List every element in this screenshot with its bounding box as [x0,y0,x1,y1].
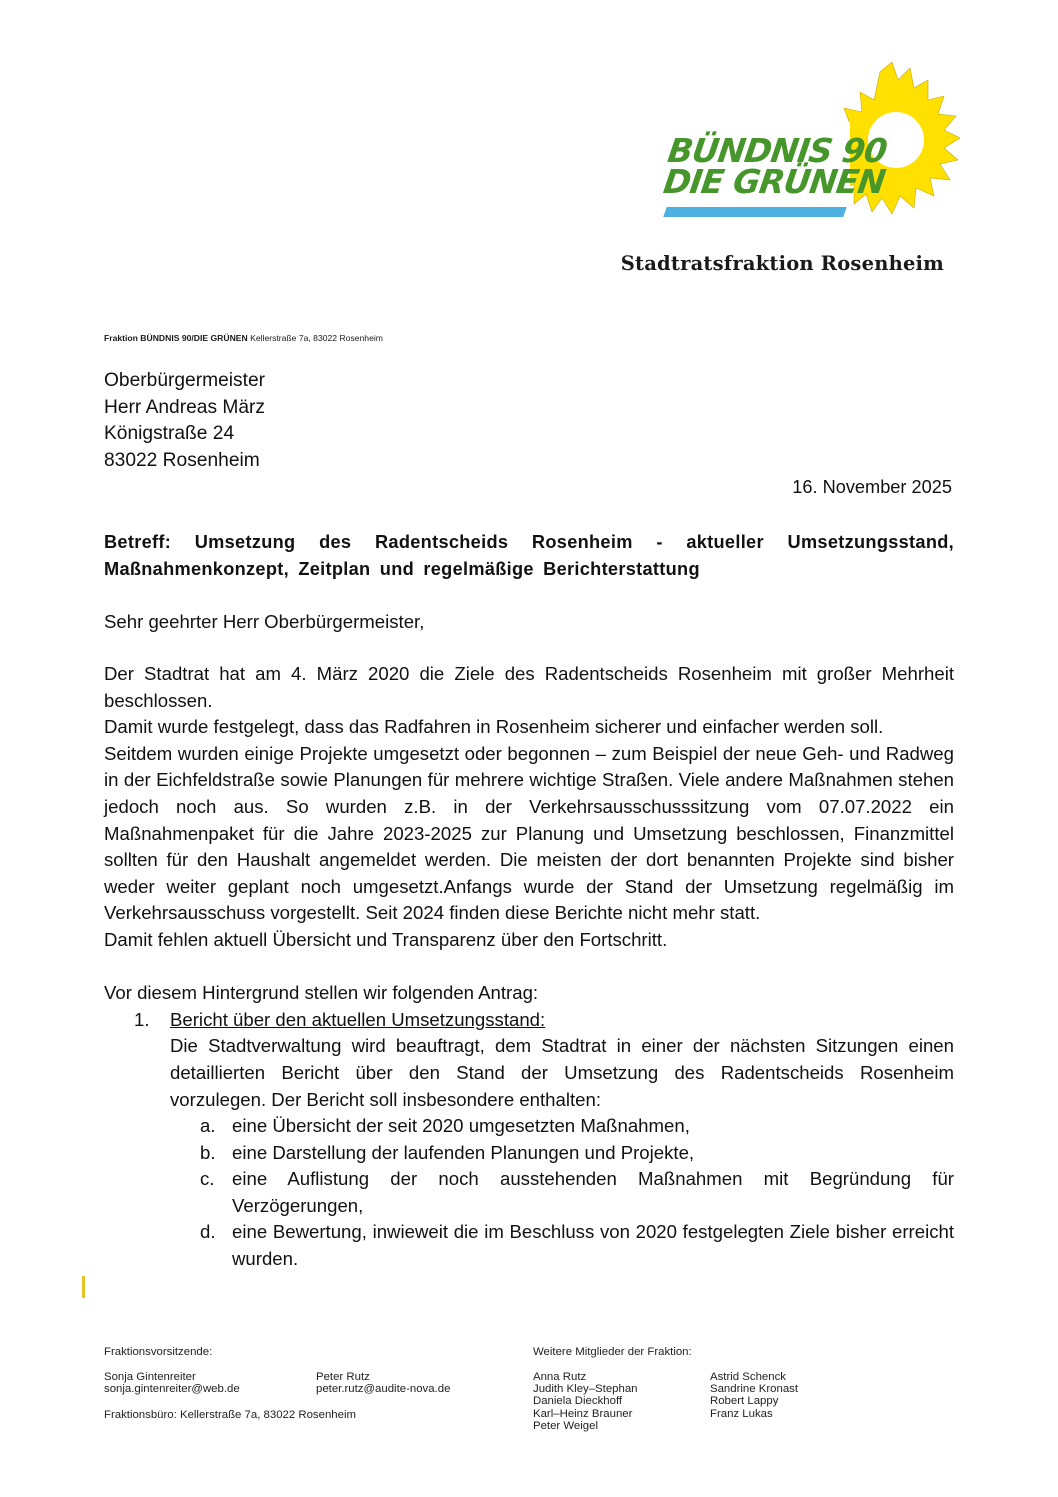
sub-item-text: eine Auflistung der noch ausstehenden Maßnahmen mit Begründung für Verzögerungen, [232,1168,954,1216]
sub-item-mark: d. [200,1221,216,1243]
subject-line: Betreff: Umsetzung des Radentscheids Rosenheim - aktueller Umsetzungsstand, Maßnahmenkonzept, Zeitplan und regelmäßige Berichterstattung [104,532,954,579]
request-number: 1. [134,1008,150,1030]
chair-email: sonja.gintenreiter@web.de [104,1383,240,1396]
sub-item-mark: b. [200,1141,216,1163]
member-name: Astrid Schenck [710,1371,786,1383]
sender-name: Fraktion BÜNDNIS 90/DIE GRÜNEN [104,333,248,343]
sender-address: Kellerstraße 7a, 83022 Rosenheim [250,333,383,343]
sub-item [170,1113,954,1140]
member-name: Judith Kley–Stephan [533,1383,638,1396]
party-logo [660,62,960,232]
member-name: Peter Weigel [533,1419,599,1432]
recipient-line: 83022 Rosenheim [104,449,260,471]
body-paragraph: Damit fehlen aktuell Übersicht und Transparenz über den Fortschritt. [104,928,668,950]
sub-item-mark: a. [200,1115,216,1137]
logo-line-1: BÜNDNIS 90 [665,131,889,170]
request-list [104,1007,954,1273]
footer-chairs-heading: Fraktionsvorsitzende: [104,1346,213,1358]
salutation: Sehr geehrter Herr Oberbürgermeister, [104,611,425,632]
recipient-address [104,368,265,474]
letter-body [104,661,954,1273]
faction-title: Stadtratsfraktion Rosenheim [620,252,944,275]
body-paragraph: Damit wurde festgelegt, dass das Radfahren in Rosenheim sicherer und einfacher werden soll. [104,716,884,738]
body-paragraph: Seitdem wurden einige Projekte umgesetzt oder begonnen – zum Beispiel der neue Geh- und Radweg in der Eichfeldstraße sowie Planungen für mehrere wichtige Straßen. Viele andere Maßnahmen stehen jedoch noch aus. So wurden z.B. in der Verkehrsausschusssitzung vom 07.07.2022 ein Maßnahmenpaket für die Jahre 2023-2025 zur Planung und Umsetzung beschlossen, Finanzmittel sollten für den Haushalt angemeldet werden. Die meisten der dort benannten Projekte sind bisher weder weiter geplant noch umgesetzt.Anfangs wurde der Stand der Umsetzung regelmäßig im Verkehrsausschuss vorgestellt. Seit 2024 finden diese Berichte nicht mehr statt. [104,742,954,924]
member-name: Karl–Heinz Brauner [533,1407,633,1420]
revision-margin-bar [82,1276,85,1298]
member-name: Franz Lukas [710,1407,773,1420]
recipient-line: Herr Andreas März [104,396,266,418]
footer-chair [316,1371,450,1395]
sub-item-text: eine Bewertung, inwieweit die im Beschluss von 2020 festgelegten Ziele bisher erreicht wurden. [232,1221,954,1270]
recipient-line: Oberbürgermeister [104,370,266,391]
footer-members-col-2 [710,1371,798,1420]
spacer [104,954,954,981]
chair-name: Sonja Gintenreiter [104,1371,196,1383]
chair-name: Peter Rutz [316,1371,370,1383]
request-sublist [170,1113,954,1273]
member-name: Sandrine Kronast [710,1383,799,1396]
chair-email: peter.rutz@audite-nova.de [316,1383,451,1396]
footer-members-col-1 [533,1371,638,1432]
footer-chair [104,1371,240,1395]
request-title: Bericht über den aktuellen Umsetzungsstand: [170,1008,546,1030]
sub-item [170,1219,954,1272]
logo-wordmark [661,131,891,201]
sender-line [104,333,383,343]
sub-item-text: eine Übersicht der seit 2020 umgesetzten Maßnahmen, [232,1115,690,1137]
footer-office: Fraktionsbüro: Kellerstraße 7a, 83022 Rosenheim [104,1409,356,1421]
footer-members-heading: Weitere Mitglieder der Fraktion: [533,1346,692,1358]
logo-blue-bar [663,207,847,217]
member-name: Robert Lappy [710,1395,779,1408]
request-text: Die Stadtverwaltung wird beauftragt, dem Stadtrat in einer der nächsten Sitzungen einen detaillierten Bericht über den Stand der Umsetzung des Radentscheids Rosenheim vorzulegen. Der Bericht soll insbesondere enthalten: [170,1035,954,1110]
recipient-line: Königstraße 24 [104,423,235,445]
member-name: Anna Rutz [533,1371,587,1383]
member-name: Daniela Dieckhoff [533,1395,623,1408]
sub-item-mark: c. [200,1168,215,1190]
sub-item [170,1166,954,1219]
body-paragraph: Der Stadtrat hat am 4. März 2020 die Ziele des Radentscheids Rosenheim mit großer Mehrheit beschlossen. [104,663,954,711]
sub-item-text: eine Darstellung der laufenden Planungen und Projekte, [232,1141,695,1163]
sub-item [170,1140,954,1167]
letter-date: 16. November 2025 [792,477,952,497]
logo-line-2: DIE GRÜNEN [661,162,888,201]
request-intro: Vor diesem Hintergrund stellen wir folgenden Antrag: [104,982,539,1004]
request-item [104,1007,954,1273]
